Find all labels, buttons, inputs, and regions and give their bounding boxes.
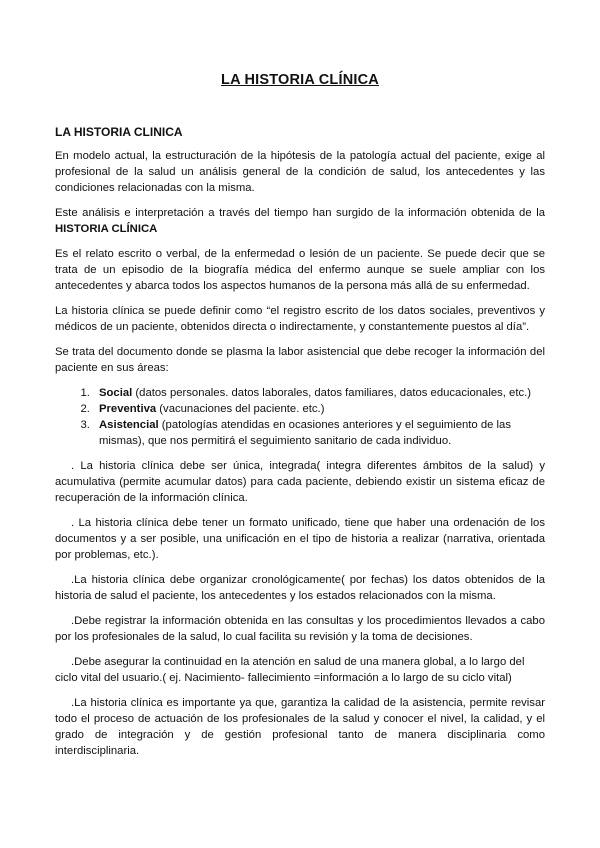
list-item-term: Social [99, 387, 133, 399]
paragraph-2-bold: HISTORIA CLÍNICA [55, 223, 158, 235]
list-item-desc: (patologías atendidas en ocasiones anteriores y el seguimiento de las mismas), que nos permitirá el seguimiento sanitario de cada individuo. [99, 419, 511, 447]
paragraph-8: .La historia clínica debe organizar cronológicamente( por fechas) los datos obtenidos de la historia de salud el paciente, los antecedentes y los estados relacionados con la misma. [55, 574, 545, 602]
list-item-desc: (vacunaciones del paciente. etc.) [156, 403, 325, 415]
paragraph-2-text: Este análisis e interpretación a través del tiempo han surgido de la información obtenida de la [55, 207, 545, 219]
paragraph-6: . La historia clínica debe ser única, integrada( integra diferentes ámbitos de la salud) y acumulativa (permite acumular datos) para cada paciente, debiendo existir un sistema eficaz de recuperación de la información clínica. [55, 460, 545, 504]
list-item-desc: (datos personales. datos laborales, datos familiares, datos educacionales, etc.) [132, 387, 532, 399]
paragraph-9: .Debe registrar la información obtenida en las consultas y los procedimientos llevados a cabo por los profesionales de la salud, lo cual facilita su revisión y la toma de decisiones. [55, 615, 545, 643]
paragraph-5: Se trata del documento donde se plasma la labor asistencial que debe recoger la información del paciente en sus áreas: [55, 346, 545, 374]
paragraph-1: En modelo actual, la estructuración de la hipótesis de la patología actual del paciente, exige al profesional de la salud un análisis general de la condición de salud, los antecedentes y las condiciones relacionadas con la misma. [55, 150, 545, 194]
document-title: LA HISTORIA CLÍNICA [221, 72, 379, 88]
paragraph-3: Es el relato escrito o verbal, de la enfermedad o lesión de un paciente. Se puede decir que se trata de un episodio de la biografía médica del enfermo aunque se suele ampliar con los antecedentes y abarca todos los aspectos humanos de la persona más allá de su enfermedad. [55, 248, 545, 292]
paragraph-7: . La historia clínica debe tener un formato unificado, tiene que haber una ordenación de los documentos y a ser posible, una unificación en el tipo de historia a realizar (narrativa, orientada por problemas, etc.). [55, 517, 545, 561]
section-heading: LA HISTORIA CLINICA [55, 125, 183, 139]
list-item-preventiva [93, 401, 545, 417]
list-item-social [93, 385, 545, 401]
paragraph-4: La historia clínica se puede definir como “el registro escrito de los datos sociales, preventivos y médicos de un paciente, obtenidos directa o indirectamente, y constantemente puestos al día”. [55, 305, 545, 333]
paragraph-10: .Debe asegurar la continuidad en la atención en salud de una manera global, a lo largo del ciclo vital del usuario.( ej. Nacimiento- fallecimiento =información a lo largo de su ciclo vital) [55, 656, 525, 684]
paragraph-11: .La historia clínica es importante ya que, garantiza la calidad de la asistencia, permite revisar todo el proceso de actuación de los profesionales de la salud y conocer el nivel, la calidad, y el grado de integración y de gestión profesional tanto de manera disciplinaria como interdisciplinaria. [55, 697, 545, 757]
list-item-asistencial [93, 417, 545, 449]
areas-list [55, 385, 545, 449]
list-item-term: Asistencial [99, 419, 159, 431]
list-item-term: Preventiva [99, 403, 157, 415]
paragraph-2 [55, 205, 545, 237]
